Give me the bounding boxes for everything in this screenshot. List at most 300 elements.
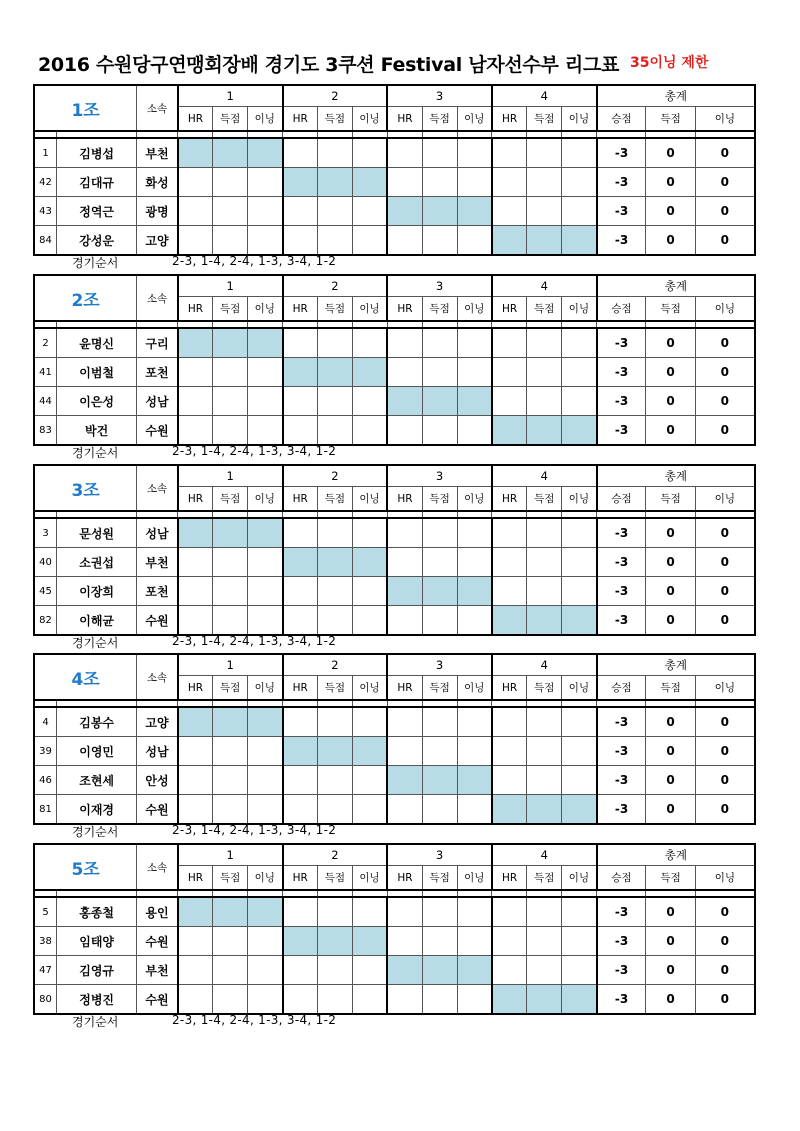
- score-entry-cell: [492, 956, 527, 985]
- separator-cell: [34, 131, 57, 138]
- score-entry-cell: [248, 358, 283, 387]
- self-match-cell: [213, 707, 248, 737]
- match-order-value: 2-3, 1-4, 2-4, 1-3, 3-4, 1-2: [172, 254, 337, 268]
- score-entry-cell: [317, 897, 352, 927]
- total-subheader: 승점: [597, 487, 646, 512]
- match-order-value: 2-3, 1-4, 2-4, 1-3, 3-4, 1-2: [172, 444, 337, 458]
- score-entry-cell: [283, 577, 318, 606]
- separator-cell: [317, 890, 352, 897]
- total-points: -3: [597, 416, 646, 446]
- separator-cell: [248, 700, 283, 707]
- page-title: 2016 수원당구연맹회장배 경기도 3쿠션 Festival 남자선수부 리그표: [38, 54, 619, 76]
- round-header: 1: [178, 465, 283, 487]
- self-match-cell: [422, 197, 457, 226]
- score-entry-cell: [457, 518, 492, 548]
- separator-cell: [562, 511, 597, 518]
- separator-cell: [597, 890, 646, 897]
- score-entry-cell: [387, 358, 422, 387]
- separator-cell: [457, 131, 492, 138]
- round-subheader: 이닝: [457, 676, 492, 701]
- score-entry-cell: [213, 168, 248, 197]
- self-match-cell: [562, 985, 597, 1015]
- total-subheader: 이닝: [695, 297, 755, 322]
- round-subheader: 득점: [213, 866, 248, 891]
- player-name: 홍종철: [57, 897, 137, 927]
- round-subheader: 이닝: [352, 676, 387, 701]
- total-header: 총계: [597, 85, 755, 107]
- separator-cell: [527, 890, 562, 897]
- round-subheader: HR: [178, 297, 213, 322]
- score-entry-cell: [283, 707, 318, 737]
- separator-cell: [352, 131, 387, 138]
- separator-cell: [597, 511, 646, 518]
- score-entry-cell: [248, 606, 283, 636]
- total-points: -3: [597, 226, 646, 256]
- total-innings: 0: [695, 548, 755, 577]
- score-entry-cell: [213, 226, 248, 256]
- score-entry-cell: [457, 606, 492, 636]
- separator-cell: [562, 321, 597, 328]
- score-entry-cell: [422, 927, 457, 956]
- score-entry-cell: [387, 548, 422, 577]
- total-innings: 0: [695, 766, 755, 795]
- score-entry-cell: [248, 737, 283, 766]
- separator-cell: [137, 700, 178, 707]
- score-entry-cell: [492, 548, 527, 577]
- separator-cell: [283, 700, 318, 707]
- separator-cell: [457, 890, 492, 897]
- score-entry-cell: [422, 548, 457, 577]
- score-entry-cell: [283, 766, 318, 795]
- separator-cell: [213, 131, 248, 138]
- round-subheader: 이닝: [457, 107, 492, 132]
- round-subheader: 득점: [213, 107, 248, 132]
- score-entry-cell: [178, 197, 213, 226]
- total-innings: 0: [695, 606, 755, 636]
- score-entry-cell: [562, 897, 597, 927]
- table-row: [34, 577, 755, 606]
- total-score: 0: [646, 897, 695, 927]
- player-name: 정역근: [57, 197, 137, 226]
- score-entry-cell: [178, 168, 213, 197]
- round-subheader: HR: [492, 676, 527, 701]
- total-header: 총계: [597, 275, 755, 297]
- round-subheader: 득점: [317, 107, 352, 132]
- score-entry-cell: [387, 985, 422, 1015]
- score-entry-cell: [352, 387, 387, 416]
- score-entry-cell: [562, 737, 597, 766]
- self-match-cell: [213, 138, 248, 168]
- separator-cell: [34, 321, 57, 328]
- separator-cell: [387, 321, 422, 328]
- inning-limit-note: 35이닝 제한: [630, 55, 709, 71]
- score-entry-cell: [492, 927, 527, 956]
- player-team: 부천: [137, 548, 178, 577]
- round-header: 3: [387, 465, 492, 487]
- score-entry-cell: [248, 795, 283, 825]
- separator-cell: [422, 890, 457, 897]
- score-entry-cell: [213, 387, 248, 416]
- separator-cell: [57, 131, 137, 138]
- round-subheader: HR: [178, 107, 213, 132]
- total-subheader: 득점: [646, 107, 695, 132]
- total-subheader: 이닝: [695, 107, 755, 132]
- round-subheader: 득점: [213, 487, 248, 512]
- score-entry-cell: [178, 927, 213, 956]
- round-subheader: 득점: [422, 107, 457, 132]
- score-entry-cell: [213, 358, 248, 387]
- self-match-cell: [178, 707, 213, 737]
- score-entry-cell: [492, 138, 527, 168]
- player-team: 광명: [137, 197, 178, 226]
- score-entry-cell: [457, 927, 492, 956]
- self-match-cell: [527, 795, 562, 825]
- separator-cell: [283, 511, 318, 518]
- score-entry-cell: [387, 707, 422, 737]
- round-subheader: 득점: [422, 676, 457, 701]
- round-subheader: HR: [492, 866, 527, 891]
- separator-cell: [57, 321, 137, 328]
- match-order-label: 경기순서: [72, 1015, 119, 1029]
- separator-cell: [597, 131, 646, 138]
- score-entry-cell: [248, 927, 283, 956]
- total-points: -3: [597, 168, 646, 197]
- self-match-cell: [492, 606, 527, 636]
- self-match-cell: [422, 956, 457, 985]
- total-points: -3: [597, 737, 646, 766]
- score-entry-cell: [527, 577, 562, 606]
- self-match-cell: [283, 548, 318, 577]
- score-entry-cell: [178, 577, 213, 606]
- self-match-cell: [527, 416, 562, 446]
- total-points: -3: [597, 577, 646, 606]
- separator-cell: [137, 321, 178, 328]
- score-entry-cell: [283, 387, 318, 416]
- seed-number: 2: [34, 328, 57, 358]
- self-match-cell: [527, 985, 562, 1015]
- player-team: 수원: [137, 416, 178, 446]
- score-entry-cell: [527, 737, 562, 766]
- score-entry-cell: [283, 328, 318, 358]
- score-entry-cell: [457, 358, 492, 387]
- separator-cell: [57, 511, 137, 518]
- total-score: 0: [646, 606, 695, 636]
- score-entry-cell: [387, 927, 422, 956]
- total-innings: 0: [695, 416, 755, 446]
- total-subheader: 득점: [646, 866, 695, 891]
- round-subheader: 이닝: [352, 297, 387, 322]
- score-entry-cell: [527, 548, 562, 577]
- separator-cell: [695, 700, 755, 707]
- self-match-cell: [178, 328, 213, 358]
- score-entry-cell: [527, 328, 562, 358]
- self-match-cell: [352, 927, 387, 956]
- total-points: -3: [597, 795, 646, 825]
- score-entry-cell: [422, 737, 457, 766]
- separator-cell: [283, 890, 318, 897]
- separator-cell: [422, 131, 457, 138]
- total-points: -3: [597, 358, 646, 387]
- score-entry-cell: [562, 328, 597, 358]
- self-match-cell: [352, 737, 387, 766]
- separator-cell: [562, 890, 597, 897]
- total-score: 0: [646, 707, 695, 737]
- separator-cell: [695, 321, 755, 328]
- score-entry-cell: [352, 795, 387, 825]
- round-subheader: HR: [283, 866, 318, 891]
- table-row: [34, 518, 755, 548]
- separator-cell: [527, 131, 562, 138]
- score-entry-cell: [457, 707, 492, 737]
- score-entry-cell: [248, 985, 283, 1015]
- round-subheader: 이닝: [457, 487, 492, 512]
- score-entry-cell: [492, 518, 527, 548]
- total-points: -3: [597, 985, 646, 1015]
- separator-cell: [562, 700, 597, 707]
- round-header: 1: [178, 654, 283, 676]
- separator-cell: [646, 131, 695, 138]
- table-row: [34, 387, 755, 416]
- separator-cell: [57, 890, 137, 897]
- score-entry-cell: [317, 416, 352, 446]
- score-entry-cell: [317, 707, 352, 737]
- score-entry-cell: [422, 226, 457, 256]
- total-points: -3: [597, 707, 646, 737]
- score-entry-cell: [317, 387, 352, 416]
- player-name: 임태양: [57, 927, 137, 956]
- separator-cell: [248, 131, 283, 138]
- score-entry-cell: [178, 766, 213, 795]
- player-team: 안성: [137, 766, 178, 795]
- self-match-cell: [317, 358, 352, 387]
- score-entry-cell: [317, 518, 352, 548]
- round-subheader: 득점: [527, 676, 562, 701]
- score-entry-cell: [492, 387, 527, 416]
- seed-number: 80: [34, 985, 57, 1015]
- match-order-value: 2-3, 1-4, 2-4, 1-3, 3-4, 1-2: [172, 823, 337, 837]
- group-name: 5조: [34, 844, 137, 890]
- score-entry-cell: [527, 358, 562, 387]
- total-innings: 0: [695, 197, 755, 226]
- score-entry-cell: [283, 197, 318, 226]
- match-order-label: 경기순서: [72, 446, 119, 460]
- score-entry-cell: [492, 358, 527, 387]
- self-match-cell: [457, 577, 492, 606]
- score-entry-cell: [562, 548, 597, 577]
- score-entry-cell: [352, 518, 387, 548]
- separator-cell: [178, 131, 213, 138]
- total-innings: 0: [695, 358, 755, 387]
- score-entry-cell: [352, 707, 387, 737]
- self-match-cell: [317, 737, 352, 766]
- score-entry-cell: [457, 328, 492, 358]
- separator-cell: [283, 321, 318, 328]
- round-subheader: 득점: [213, 676, 248, 701]
- self-match-cell: [492, 416, 527, 446]
- self-match-cell: [317, 168, 352, 197]
- score-entry-cell: [492, 168, 527, 197]
- total-score: 0: [646, 985, 695, 1015]
- player-team: 용인: [137, 897, 178, 927]
- total-score: 0: [646, 168, 695, 197]
- separator-cell: [317, 131, 352, 138]
- group-table: [33, 274, 756, 446]
- round-subheader: 득점: [527, 866, 562, 891]
- separator-cell: [34, 890, 57, 897]
- table-row: [34, 358, 755, 387]
- separator-cell: [387, 511, 422, 518]
- total-subheader: 이닝: [695, 487, 755, 512]
- self-match-cell: [283, 358, 318, 387]
- round-subheader: HR: [387, 107, 422, 132]
- player-team: 수원: [137, 606, 178, 636]
- score-entry-cell: [178, 416, 213, 446]
- round-subheader: HR: [283, 487, 318, 512]
- score-entry-cell: [387, 226, 422, 256]
- score-entry-cell: [213, 197, 248, 226]
- score-entry-cell: [387, 416, 422, 446]
- separator-cell: [352, 890, 387, 897]
- separator-cell: [213, 321, 248, 328]
- round-header: 1: [178, 844, 283, 866]
- score-entry-cell: [178, 387, 213, 416]
- round-header: 2: [283, 844, 388, 866]
- group-name: 4조: [34, 654, 137, 700]
- total-score: 0: [646, 548, 695, 577]
- separator-cell: [646, 700, 695, 707]
- score-entry-cell: [562, 956, 597, 985]
- total-score: 0: [646, 766, 695, 795]
- score-entry-cell: [352, 577, 387, 606]
- score-entry-cell: [527, 138, 562, 168]
- score-entry-cell: [457, 897, 492, 927]
- round-subheader: HR: [178, 866, 213, 891]
- separator-cell: [695, 890, 755, 897]
- total-points: -3: [597, 548, 646, 577]
- score-entry-cell: [422, 985, 457, 1015]
- player-team: 고양: [137, 226, 178, 256]
- round-subheader: 득점: [527, 297, 562, 322]
- score-entry-cell: [213, 606, 248, 636]
- score-entry-cell: [422, 416, 457, 446]
- player-team: 부천: [137, 956, 178, 985]
- player-name: 김병섭: [57, 138, 137, 168]
- total-points: -3: [597, 606, 646, 636]
- score-entry-cell: [248, 168, 283, 197]
- separator-cell: [387, 890, 422, 897]
- separator-cell: [213, 511, 248, 518]
- total-innings: 0: [695, 226, 755, 256]
- total-score: 0: [646, 328, 695, 358]
- score-entry-cell: [352, 985, 387, 1015]
- score-entry-cell: [457, 168, 492, 197]
- total-header: 총계: [597, 844, 755, 866]
- round-subheader: 득점: [317, 866, 352, 891]
- round-subheader: 이닝: [352, 487, 387, 512]
- score-entry-cell: [422, 168, 457, 197]
- round-subheader: HR: [387, 866, 422, 891]
- score-entry-cell: [248, 577, 283, 606]
- score-entry-cell: [178, 985, 213, 1015]
- score-entry-cell: [352, 197, 387, 226]
- seed-number: 46: [34, 766, 57, 795]
- total-points: -3: [597, 518, 646, 548]
- separator-cell: [457, 700, 492, 707]
- player-team: 성남: [137, 737, 178, 766]
- score-entry-cell: [457, 737, 492, 766]
- score-entry-cell: [317, 956, 352, 985]
- seed-number: 47: [34, 956, 57, 985]
- player-name: 조현세: [57, 766, 137, 795]
- round-subheader: HR: [387, 297, 422, 322]
- score-entry-cell: [527, 387, 562, 416]
- self-match-cell: [352, 168, 387, 197]
- player-team: 부천: [137, 138, 178, 168]
- player-name: 박건: [57, 416, 137, 446]
- score-entry-cell: [213, 577, 248, 606]
- separator-cell: [695, 131, 755, 138]
- round-subheader: 이닝: [457, 866, 492, 891]
- score-entry-cell: [283, 606, 318, 636]
- score-entry-cell: [248, 197, 283, 226]
- round-subheader: HR: [178, 487, 213, 512]
- separator-cell: [137, 890, 178, 897]
- score-entry-cell: [492, 577, 527, 606]
- separator-cell: [387, 700, 422, 707]
- score-entry-cell: [283, 897, 318, 927]
- player-name: 이장희: [57, 577, 137, 606]
- total-points: -3: [597, 197, 646, 226]
- total-subheader: 득점: [646, 676, 695, 701]
- separator-cell: [248, 511, 283, 518]
- separator-cell: [283, 131, 318, 138]
- separator-cell: [34, 700, 57, 707]
- self-match-cell: [248, 707, 283, 737]
- player-name: 소권섭: [57, 548, 137, 577]
- group-table: [33, 843, 756, 1015]
- score-entry-cell: [178, 358, 213, 387]
- round-header: 4: [492, 654, 597, 676]
- score-entry-cell: [527, 168, 562, 197]
- total-innings: 0: [695, 168, 755, 197]
- table-row: [34, 707, 755, 737]
- table-row: [34, 197, 755, 226]
- self-match-cell: [248, 897, 283, 927]
- total-innings: 0: [695, 956, 755, 985]
- total-score: 0: [646, 518, 695, 548]
- self-match-cell: [248, 518, 283, 548]
- round-subheader: 득점: [213, 297, 248, 322]
- score-entry-cell: [178, 956, 213, 985]
- separator-cell: [492, 321, 527, 328]
- player-name: 윤명신: [57, 328, 137, 358]
- total-innings: 0: [695, 985, 755, 1015]
- self-match-cell: [527, 606, 562, 636]
- score-entry-cell: [178, 737, 213, 766]
- score-entry-cell: [457, 138, 492, 168]
- player-team: 구리: [137, 328, 178, 358]
- self-match-cell: [387, 577, 422, 606]
- score-entry-cell: [248, 766, 283, 795]
- round-header: 4: [492, 275, 597, 297]
- score-entry-cell: [387, 168, 422, 197]
- player-name: 이해균: [57, 606, 137, 636]
- separator-cell: [178, 511, 213, 518]
- score-entry-cell: [178, 548, 213, 577]
- self-match-cell: [492, 985, 527, 1015]
- round-header: 3: [387, 654, 492, 676]
- player-team: 포천: [137, 577, 178, 606]
